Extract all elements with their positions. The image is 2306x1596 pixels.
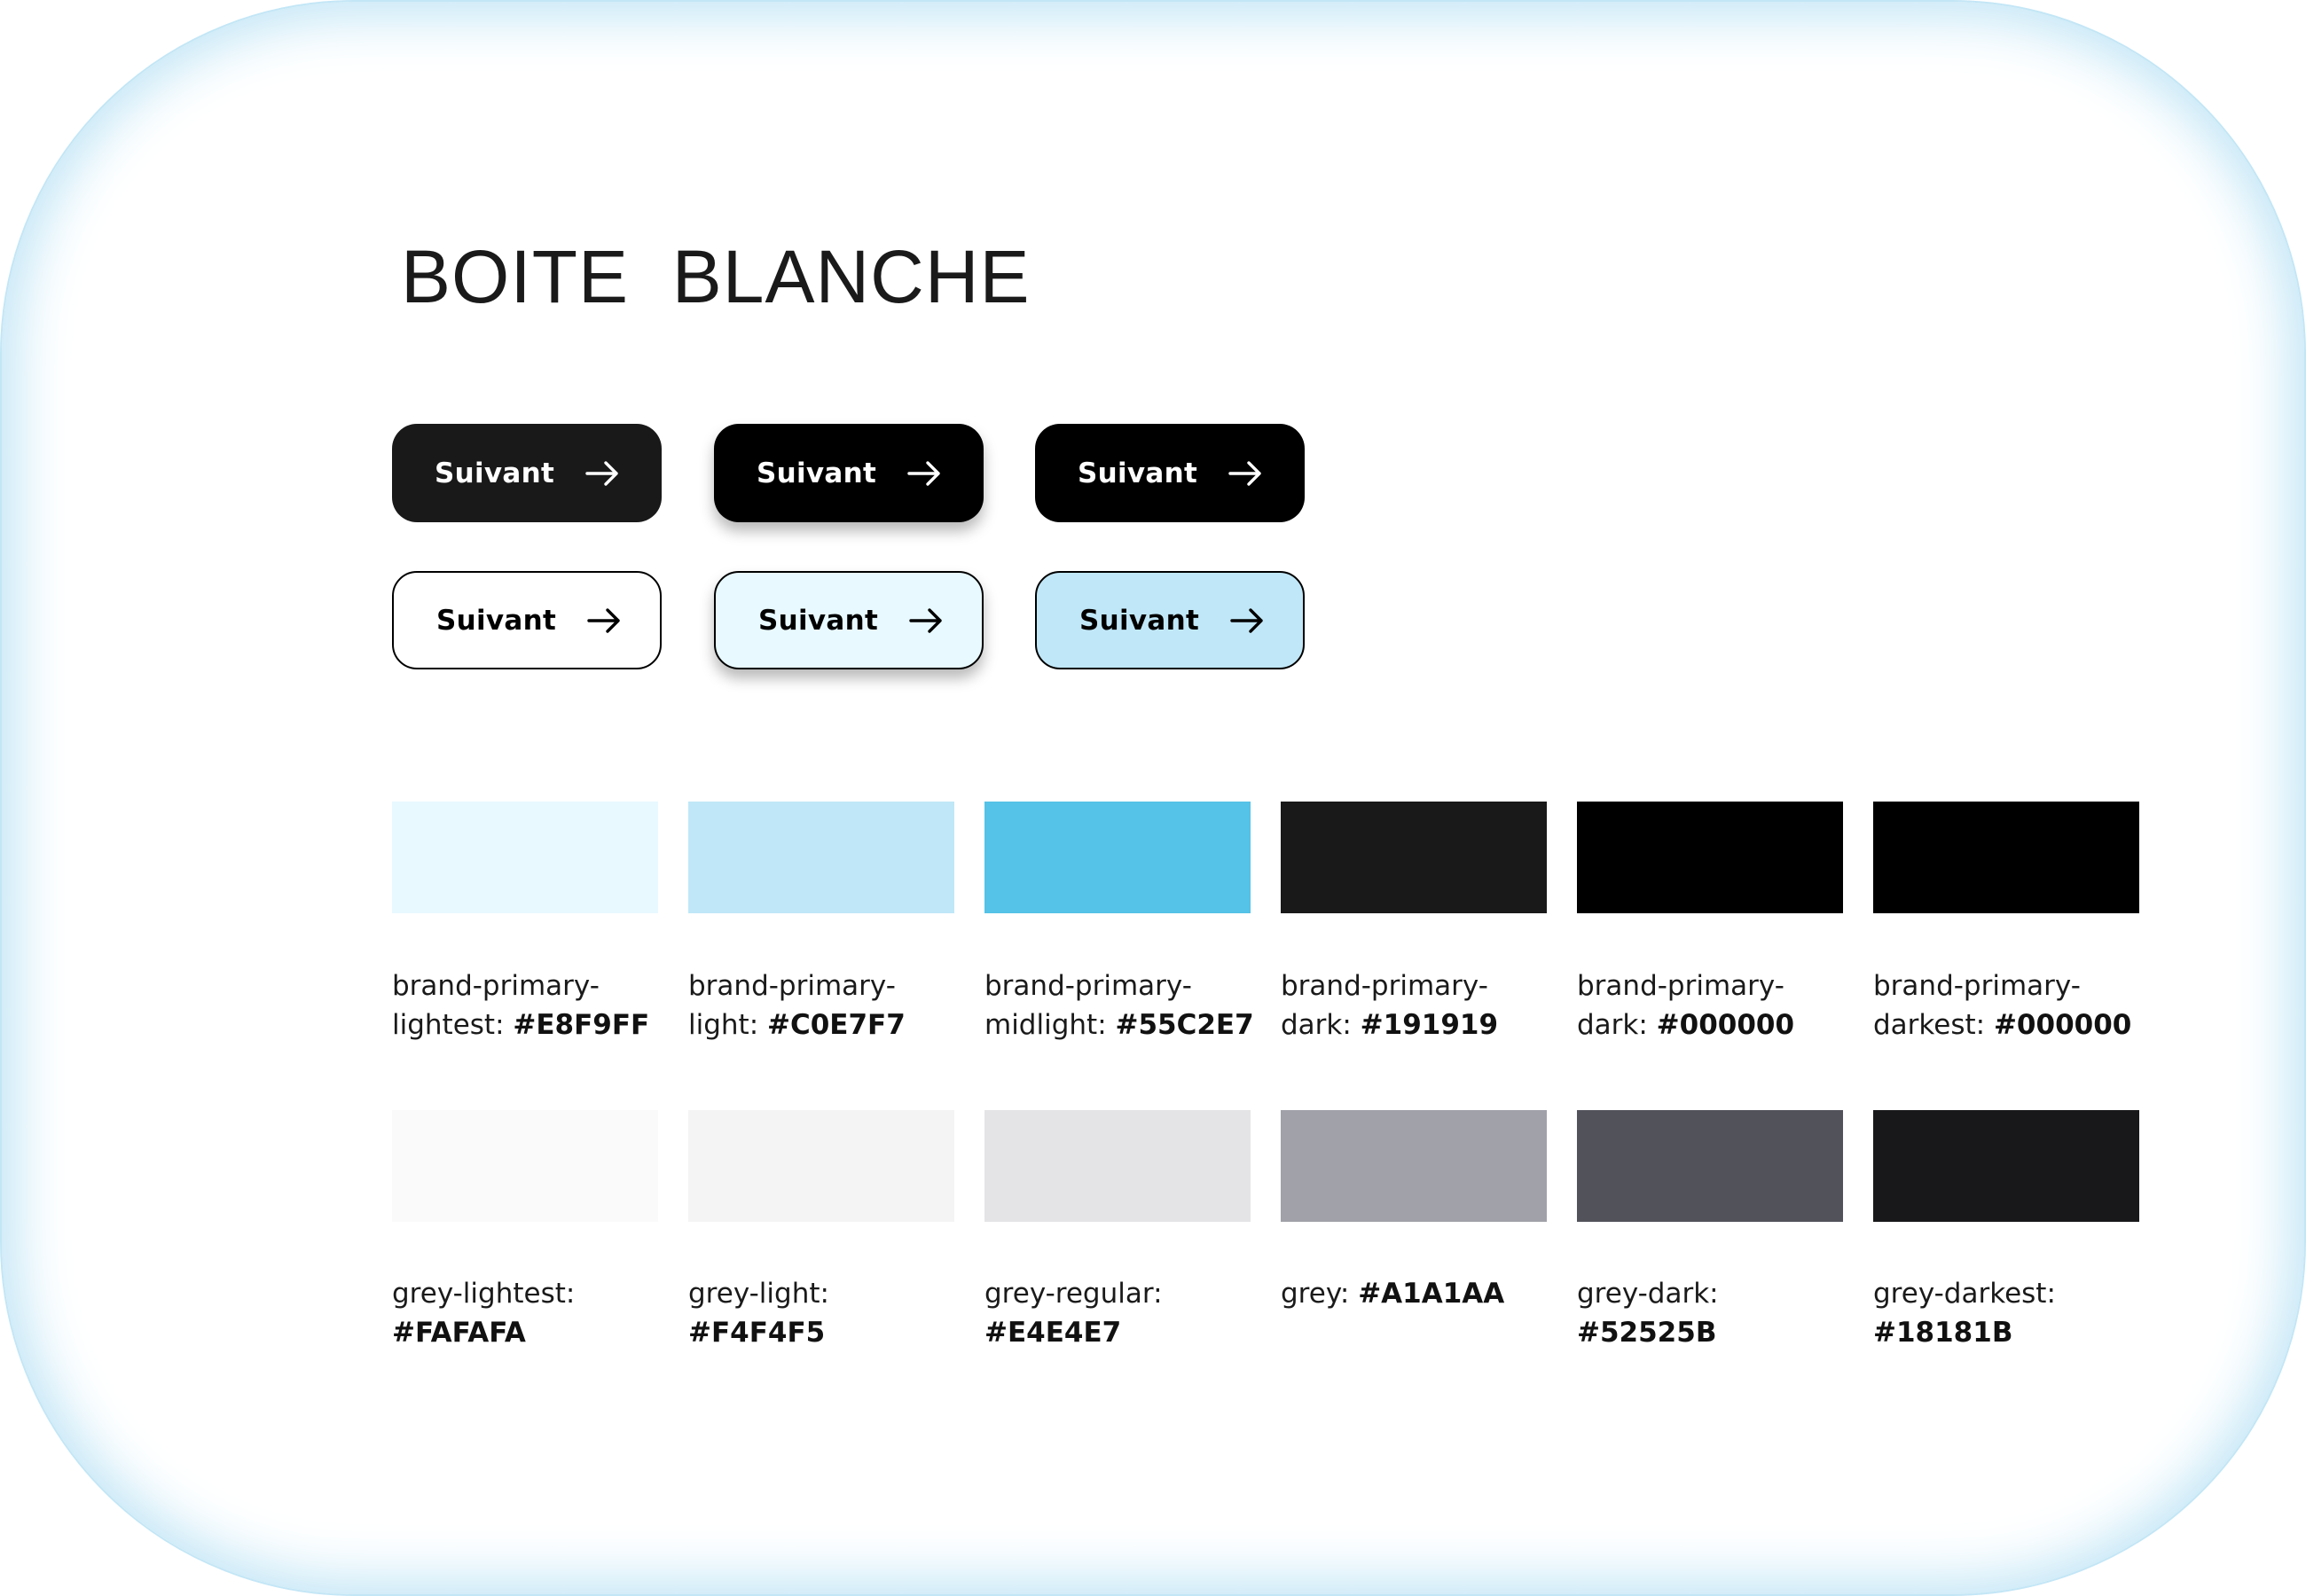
color-hex-value: #E4E4E7 xyxy=(984,1317,1122,1349)
color-hex-value: #18181B xyxy=(1873,1317,2013,1349)
color-name-line2: dark: xyxy=(1577,1009,1657,1041)
arrow-right-icon xyxy=(1228,459,1263,488)
grey-swatch-5 xyxy=(1577,1110,1843,1222)
grey-swatch-3 xyxy=(984,1110,1251,1222)
color-name-line2: light: xyxy=(688,1009,768,1041)
button-label: Suivant xyxy=(757,457,877,489)
color-label xyxy=(984,966,1259,1044)
page-title: BOITE BLANCHE xyxy=(401,235,1031,318)
primary-next-button-3[interactable] xyxy=(1035,424,1305,522)
color-swatch-dark-4 xyxy=(1281,802,1547,913)
color-label xyxy=(392,966,667,1044)
button-label: Suivant xyxy=(1078,457,1198,489)
color-name-line2: lightest: xyxy=(392,1009,514,1041)
grey-swatch-1 xyxy=(392,1110,658,1222)
color-hex-value: #F4F4F5 xyxy=(688,1317,826,1349)
primary-next-button-2[interactable] xyxy=(714,424,984,522)
color-label xyxy=(1577,1274,1852,1352)
color-name: grey-lightest: xyxy=(392,1278,576,1310)
primary-next-button-1[interactable] xyxy=(392,424,662,522)
arrow-right-icon xyxy=(906,459,942,488)
color-hex-value: #55C2E7 xyxy=(1115,1009,1254,1041)
color-name-line2: midlight: xyxy=(984,1009,1116,1041)
color-hex-value: #000000 xyxy=(1656,1009,1795,1041)
color-name-line1: brand-primary- xyxy=(984,970,1192,1002)
grey-swatch-4 xyxy=(1281,1110,1547,1222)
grey-swatch-2 xyxy=(688,1110,954,1222)
color-hex-value: #FAFAFA xyxy=(392,1317,526,1349)
color-name: grey: xyxy=(1281,1278,1359,1310)
button-label: Suivant xyxy=(758,604,879,637)
button-label: Suivant xyxy=(436,604,557,637)
color-swatch-dark-5 xyxy=(1577,802,1843,913)
button-label: Suivant xyxy=(1079,604,1200,637)
color-name-line2: darkest: xyxy=(1873,1009,1994,1041)
color-hex-value: #E8F9FF xyxy=(513,1009,650,1041)
color-hex-value: #191919 xyxy=(1360,1009,1499,1041)
color-swatch-darkest-6 xyxy=(1873,802,2139,913)
color-name-line1: brand-primary- xyxy=(392,970,600,1002)
color-hex-value: #000000 xyxy=(1993,1009,2132,1041)
color-name-line1: brand-primary- xyxy=(1281,970,1488,1002)
color-hex-value: #A1A1AA xyxy=(1358,1278,1505,1310)
arrow-right-icon xyxy=(586,606,622,635)
color-label xyxy=(1577,966,1852,1044)
color-name: grey-darkest: xyxy=(1873,1278,2056,1310)
secondary-next-button-1[interactable] xyxy=(392,571,662,669)
color-swatch-midlight-3 xyxy=(984,802,1251,913)
color-label xyxy=(984,1274,1259,1352)
arrow-right-icon xyxy=(1229,606,1265,635)
color-label xyxy=(688,966,963,1044)
color-name-line1: brand-primary- xyxy=(1577,970,1784,1002)
color-name: grey-regular: xyxy=(984,1278,1163,1310)
color-label xyxy=(688,1274,963,1352)
color-swatch-light-2 xyxy=(688,802,954,913)
color-name: grey-dark: xyxy=(1577,1278,1719,1310)
color-hex-value: #C0E7F7 xyxy=(767,1009,906,1041)
secondary-next-button-2[interactable] xyxy=(714,571,984,669)
grey-swatch-6 xyxy=(1873,1110,2139,1222)
color-label xyxy=(1873,1274,2148,1352)
button-label: Suivant xyxy=(435,457,555,489)
color-name-line1: brand-primary- xyxy=(688,970,896,1002)
color-label xyxy=(1281,1274,1556,1313)
color-name-line2: dark: xyxy=(1281,1009,1361,1041)
color-label xyxy=(1873,966,2148,1044)
color-label xyxy=(392,1274,667,1352)
color-hex-value: #52525B xyxy=(1577,1317,1717,1349)
secondary-next-button-3[interactable] xyxy=(1035,571,1305,669)
color-label xyxy=(1281,966,1556,1044)
color-name-line1: brand-primary- xyxy=(1873,970,2081,1002)
arrow-right-icon xyxy=(908,606,944,635)
color-name: grey-light: xyxy=(688,1278,829,1310)
color-swatch-lightest-1 xyxy=(392,802,658,913)
arrow-right-icon xyxy=(584,459,620,488)
